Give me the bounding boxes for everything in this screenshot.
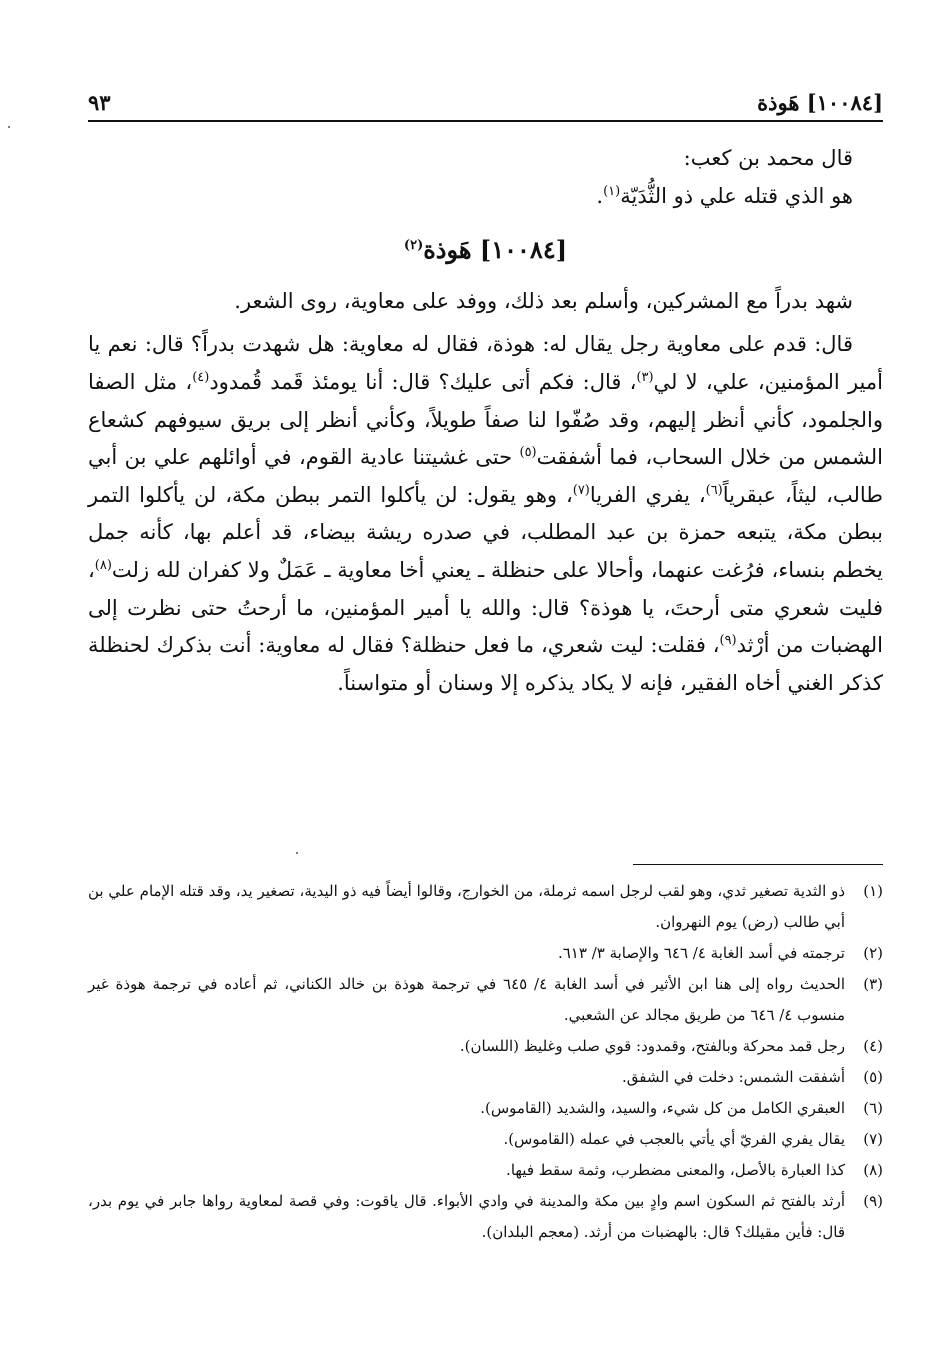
footnote-9: [88, 1186, 883, 1248]
header-rule: [88, 120, 883, 122]
intro-quote-text: هو الذي قتله علي ذو الثُّدَيّة: [620, 183, 853, 208]
story-text-4: حتى غشيتنا عادية القوم، في أوائلهم علي بن أبي طالب، ليثاً، عبقرياً: [88, 445, 883, 507]
footnote-text: أشفقت الشمس: دخلت في الشفق.: [622, 1068, 845, 1086]
running-title: [١٠٠٨٤] هَوذة: [757, 90, 883, 115]
entry-heading: [88, 231, 883, 269]
footnote-4: [88, 1031, 883, 1062]
footnote-ref-3: (٣): [636, 369, 654, 385]
footnote-6: [88, 1093, 883, 1124]
footnote-text: العبقري الكامل من كل شيء، والسيد، والشديد (القاموس).: [480, 1099, 845, 1117]
footnote-text: رجل قمد محركة وبالفتح، وقمدود: قوي صلب وغليظ (اللسان).: [459, 1037, 845, 1055]
footnote-text: كذا العبارة بالأصل، والمعنى مضطرب، وثمة سقط فيها.: [506, 1161, 845, 1179]
scan-speck: [8, 126, 10, 128]
scan-speck: [296, 852, 298, 854]
footnote-text: أرثد بالفتح ثم السكون اسم وادٍ بين مكة والمدينة في وادي الأبواء. قال ياقوت: وفي قصة لمعاوية رواها جابر في يوم بدر، قال: فأين مقيلك؟ قال: بالهضبات من أرثد. (معجم البلدان).: [88, 1192, 845, 1241]
story-text-6: ، وهو يقول: لن يأكلوا التمر ببطن مكة، لن يأكلوا التمر ببطن مكة، يتبعه حمزة بن عبد المطلب، في صدره ريشة بيضاء، قد أعلم بها، كأنه جمل يخطم بنساء، فرُغت عنهما، وأحالا على حنظلة ـ يعني أخا معاوية ـ عَمَلٌ ولا كفران لله زلت: [88, 482, 883, 582]
footnote-ref-5: (٥): [519, 445, 537, 461]
footnote-text: الحديث رواه إلى هنا ابن الأثير في أسد الغابة ٤/ ٦٤٥ في ترجمة هوذة بن خالد الكناني، ثم أعاده في ترجمة هوذة غير منسوب ٤/ ٦٤٦ من طريق مجالد عن الشعبي.: [88, 975, 846, 1024]
footnote-7: [88, 1124, 883, 1155]
footnote-ref-4: (٤): [192, 369, 210, 385]
footnote-text: يقال يفري الفريّ أي يأتي بالعجب في عمله (القاموس).: [503, 1130, 845, 1148]
footnote-ref-6: (٦): [705, 482, 723, 498]
intro-quote-end: .: [596, 183, 604, 208]
footnote-8: [88, 1155, 883, 1186]
intro-line-text: قال محمد بن كعب:: [683, 146, 853, 170]
footnote-1: [88, 876, 883, 938]
main-text: [88, 140, 883, 702]
footnote-2: [88, 938, 883, 969]
footnote-ref-8: (٨): [94, 557, 112, 573]
story-text-8: ، فقلت: ليت شعري، ما فعل حنظلة؟ فقال له معاوية: أنت بذكرك لحنظلة كذكر الغني أخاه الفقير، فإنه لا يكاد يذكره إلا وسنان أو متواسناً.: [88, 633, 883, 695]
footnote-ref-1: (١): [603, 183, 621, 199]
footnote-number: (٥): [863, 1068, 883, 1086]
running-header: [88, 88, 883, 118]
footnote-number: (٧): [863, 1130, 883, 1148]
footnote-text: ترجمته في أسد الغابة ٤/ ٦٤٦ والإصابة ٣/ ٦١٣.: [557, 944, 845, 962]
footnote-ref-9: (٩): [719, 633, 737, 649]
footnote-text: ذو الثدية تصغير ثدي، وهو لقب لرجل اسمه ثرملة، من الخوارج، وقالوا أيضاً فيه ذو اليدية، تصغير يد، وقد قتله الإمام علي بن أبي طالب (رض) يوم النهروان.: [88, 882, 845, 931]
footnote-separator: [633, 864, 883, 865]
footnote-ref-2: (٢): [403, 238, 424, 254]
footnote-number: (٤): [863, 1037, 883, 1055]
footnote-5: [88, 1062, 883, 1093]
footnote-number: (٩): [863, 1192, 883, 1210]
page-number: ٩٣: [88, 90, 111, 115]
story-text-3: ، مثل الصفا والجلمود، كأني أنظر إليهم، وقد صُفّوا لنا صفاً طويلاً، وكأني أنظر إلى بريق سيوفهم كشعاع الشمس من خلال السحاب، فما أشفقت: [88, 369, 883, 470]
footnote-number: (٢): [863, 944, 883, 962]
story-text-1: قال: قدم على معاوية رجل يقال له: هوذة، فقال له معاوية: هل شهدت بدراً؟ قال: نعم يا أمير المؤمنين، علي، لا لي: [88, 332, 883, 394]
footnote-number: (٦): [863, 1099, 883, 1117]
footnote-number: (٨): [863, 1161, 883, 1179]
intro-quote: [88, 178, 883, 216]
story-text-5: ، يفري الفريا: [589, 482, 706, 507]
footnote-number: (٣): [863, 975, 883, 993]
story-paragraph: [88, 326, 883, 702]
intro-line: [88, 140, 883, 178]
footnote-ref-7: (٧): [572, 482, 590, 498]
entry-summary-text: شهد بدراً مع المشركين، وأسلم بعد ذلك، ووفد على معاوية، روى الشعر.: [234, 288, 853, 313]
story-text-2: ، قال: فكم أتى عليك؟ قال: أنا يومئذ قَمد قُمدود: [209, 369, 637, 394]
footnotes: [88, 876, 883, 1248]
footnote-number: (١): [863, 882, 883, 900]
story-text-7: ، فليت شعري متى أرحتَ، يا هوذة؟ قال: والله يا أمير المؤمنين، ما أرحتُ حتى نظرت إلى الهضبات من أرْثد: [88, 557, 884, 658]
entry-heading-text: [١٠٠٨٤] هَوذة: [423, 235, 568, 265]
footnote-3: [88, 969, 883, 1031]
entry-summary: [88, 283, 883, 321]
